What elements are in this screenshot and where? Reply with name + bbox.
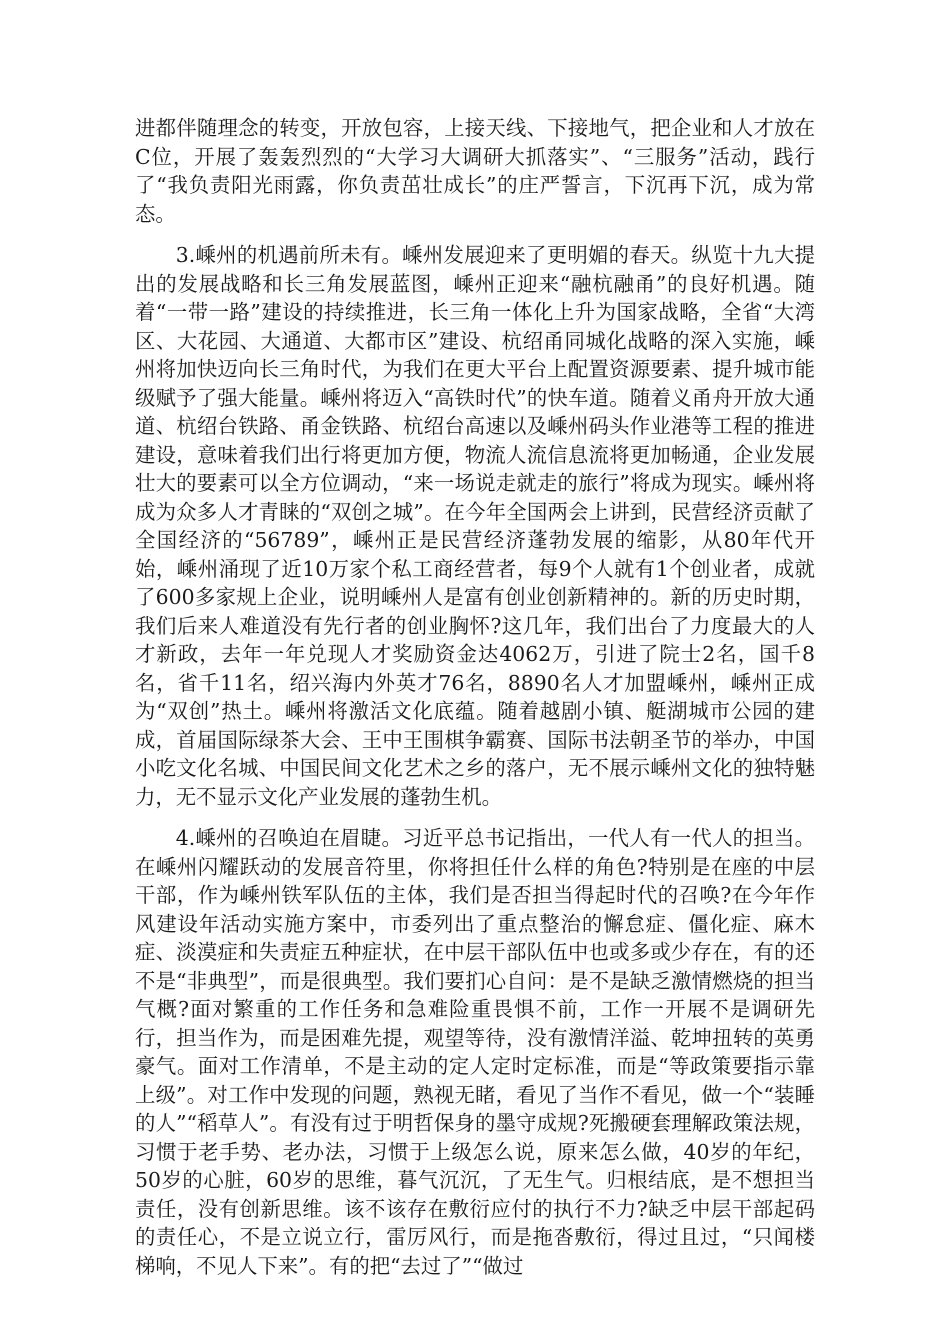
document-body [135,114,815,1293]
paragraph-section-4: 4.嵊州的召唤迫在眉睫。习近平总书记指出，一代人有一代人的担当。在嵊州闪耀跃动的发展音符里，你将担任什么样的角色?特别是在座的中层干部，作为嵊州铁军队伍的主体，我们是否担当得起时代的召唤?在今年作风建设年活动实施方案中，市委列出了重点整治的懈怠症、僵化症、麻木症、淡漠症和失责症五种症状，在中层干部队伍中也或多或少存在，有的还不是“非典型”，而是很典型。我们要扪心自问：是不是缺乏激情燃烧的担当气概?面对繁重的工作任务和急难险重畏惧不前，工作一开展不是调研先行，担当作为，而是困难先提，观望等待，没有激情洋溢、乾坤扭转的英勇豪气。面对工作清单，不是主动的定人定时定标准，而是“等政策要指示靠上级”。对工作中发现的问题，熟视无睹，看见了当作不看见，做一个“装睡的人”“稻草人”。有没有过于明哲保身的墨守成规?死搬硬套理解政策法规，习惯于老手势、老办法，习惯于上级怎么说，原来怎么做，40岁的年纪，50岁的心脏，60岁的思维，暮气沉沉，了无生气。归根结底，是不想担当责任，没有创新思维。该不该存在敷衍应付的执行不力?缺乏中层干部起码的责任心，不是立说立行，雷厉风行，而是拖沓敷衍，得过且过，“只闻楼梯响，不见人下来”。有的把“去过了”“做过 [135,826,815,1278]
paragraph-continuation: 进都伴随理念的转变，开放包容，上接天线、下接地气，把企业和人才放在C位，开展了轰轰烈烈的“大学习大调研大抓落实”、“三服务”活动，践行了“我负责阳光雨露，你负责茁壮成长”的庄严誓言，下沉再下沉，成为常态。 [135,116,815,226]
paragraph-section-3: 3.嵊州的机遇前所未有。嵊州发展迎来了更明媚的春天。纵览十九大提出的发展战略和长三角发展蓝图，嵊州正迎来“融杭融甬”的良好机遇。随着“一带一路”建设的持续推进，长三角一体化上升为国家战略，全省“大湾区、大花园、大通道、大都市区”建设、杭绍甬同城化战略的深入实施，嵊州将加快迈向长三角时代，为我们在更大平台上配置资源要素、提升城市能级赋予了强大能量。嵊州将迈入“高铁时代”的快车道。随着义甬舟开放大通道、杭绍台铁路、甬金铁路、杭绍台高速以及嵊州码头作业港等工程的推进建设，意味着我们出行将更加方便，物流人流信息流将更加畅通，企业发展壮大的要素可以全方位调动，“来一场说走就走的旅行”将成为现实。嵊州将成为众多人才青睐的“双创之城”。在今年全国两会上讲到，民营经济贡献了全国经济的“56789”，嵊州正是民营经济蓬勃发展的缩影，从80年代开始，嵊州涌现了近10万家个私工商经营者，每9个人就有1个创业者，成就了600多家规上企业，说明嵊州人是富有创业创新精神的。新的历史时期，我们后来人难道没有先行者的创业胸怀?这几年，我们出台了力度最大的人才新政，去年一年兑现人才奖励资金达4062万，引进了院士2名，国千8名，省千11名，绍兴海内外英才76名，8890名人才加盟嵊州，嵊州正成为“双创”热土。嵊州将激活文化底蕴。随着越剧小镇、艇湖城市公园的建成，首届国际绿茶大会、王中王围棋争霸赛、国际书法朝圣节的举办，中国小吃文化名城、中国民间文化艺术之乡的落户，无不展示嵊州文化的独特魅力，无不显示文化产业发展的蓬勃生机。 [135,243,815,809]
